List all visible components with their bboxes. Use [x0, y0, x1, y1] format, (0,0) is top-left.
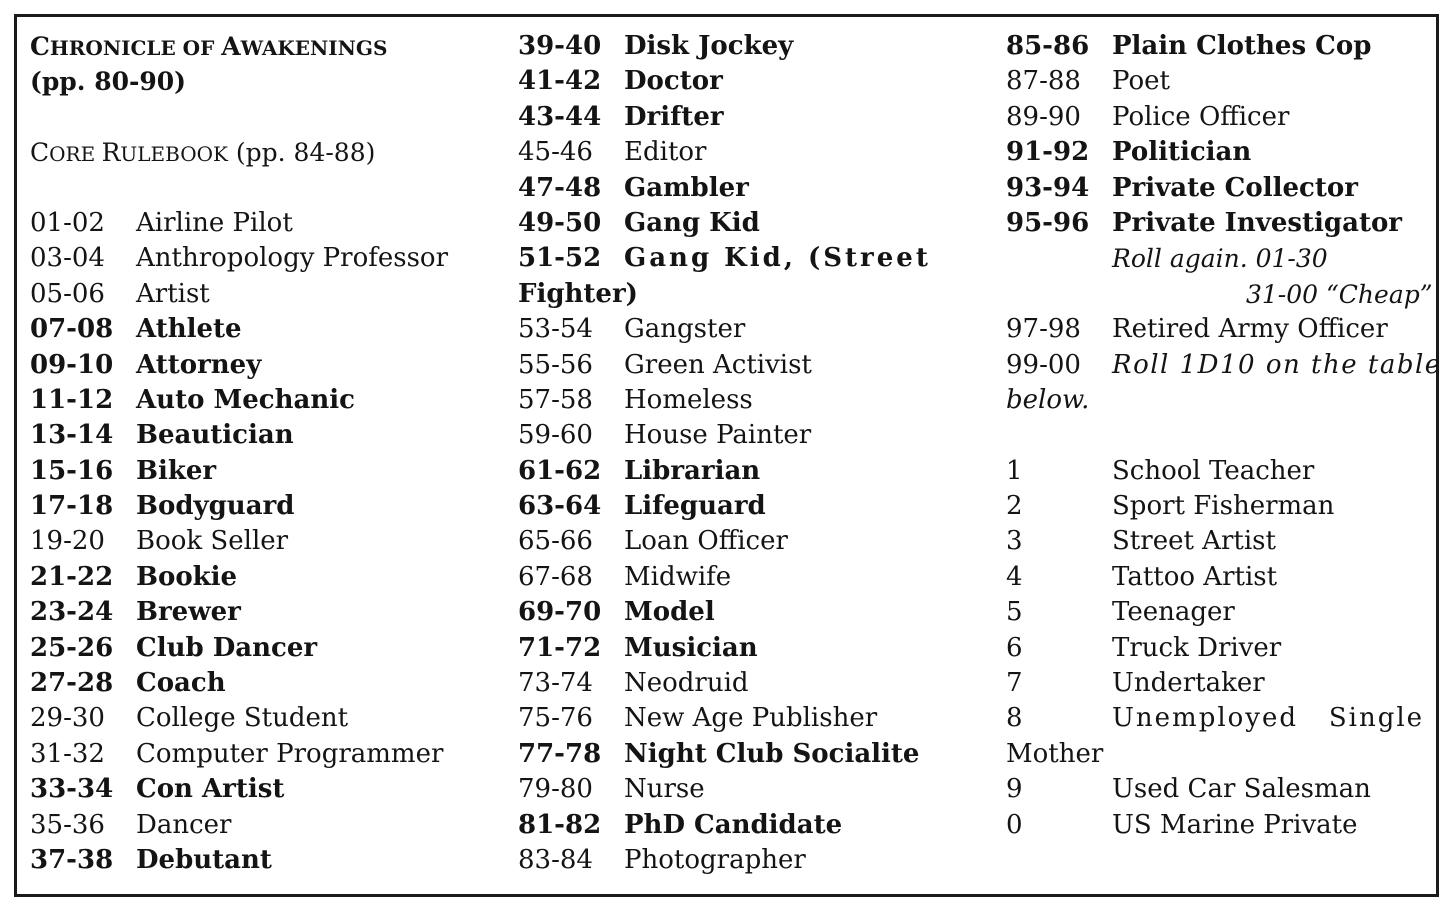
- roll-range: 2: [1006, 491, 1023, 522]
- table-row: [1006, 29, 1431, 64]
- occupation-label: Drifter: [624, 101, 724, 132]
- roll-range: 7: [1006, 668, 1023, 699]
- column-3: [1006, 29, 1442, 843]
- table-row-continued: [518, 277, 988, 312]
- roll-range: 51-52: [518, 243, 602, 274]
- table-row: [518, 595, 988, 630]
- occupation-label: College Student: [136, 703, 349, 734]
- occupation-label: Gambler: [624, 172, 749, 203]
- table-row: [518, 64, 988, 99]
- table-row: [30, 348, 500, 383]
- roll-range: 11-12: [30, 384, 114, 415]
- occupation-label: Night Club Socialite: [624, 738, 920, 769]
- occupation-label: Midwife: [624, 561, 732, 592]
- roll-range: 67-68: [518, 561, 593, 592]
- table-row: [518, 206, 988, 241]
- roll-range: 77-78: [518, 738, 602, 769]
- occupation-label: Disk Jockey: [624, 31, 794, 61]
- occupation-label: Athlete: [136, 314, 242, 345]
- table-row: [1006, 808, 1431, 843]
- page-title: CHRONICLE OF AWAKENINGS: [30, 32, 388, 61]
- occupation-label: Green Activist: [624, 349, 812, 380]
- occupation-label: Book Seller: [136, 526, 289, 557]
- table-row: [30, 560, 500, 595]
- roll-range: 47-48: [518, 172, 602, 203]
- table-row: [518, 348, 988, 383]
- roll-range: 15-16: [30, 455, 114, 486]
- roll-range: 97-98: [1006, 314, 1081, 345]
- occupation-label: Private Investigator: [1112, 207, 1402, 238]
- roll-range: 93-94: [1006, 172, 1090, 203]
- roll-range: 61-62: [518, 455, 602, 486]
- table-row: [1006, 348, 1442, 383]
- occupation-label: Gang Kid, (Street: [624, 243, 931, 274]
- table-row: [518, 100, 988, 135]
- occupation-label: Computer Programmer: [136, 738, 444, 769]
- table-row: [1006, 489, 1431, 524]
- roll-range: 89-90: [1006, 101, 1081, 132]
- roll-range: 09-10: [30, 349, 114, 380]
- occupation-label: Tattoo Artist: [1112, 561, 1278, 592]
- occupation-label: Dancer: [136, 809, 232, 840]
- roll-range: 55-56: [518, 349, 593, 380]
- table-row: [30, 843, 500, 878]
- d10-list-b: [1006, 772, 1431, 843]
- table-row: [518, 772, 988, 807]
- table-row: [30, 808, 500, 843]
- occupation-label: Club Dancer: [136, 632, 318, 663]
- roll-range: 23-24: [30, 597, 114, 628]
- table-row: [30, 631, 500, 666]
- roll-range: 25-26: [30, 632, 114, 663]
- table-row: [1006, 454, 1431, 489]
- column-1-list: [30, 206, 500, 878]
- table-row: [30, 454, 500, 489]
- table-row: [30, 524, 500, 559]
- roll-range: 75-76: [518, 703, 593, 734]
- occupation-label: Private Collector: [1112, 172, 1358, 203]
- roll-instruction: Roll 1D10 on the table: [1112, 349, 1442, 380]
- column-2-list-b: [518, 312, 988, 878]
- occupation-label: Bodyguard: [136, 491, 295, 522]
- roll-range: 03-04: [30, 243, 105, 274]
- roll-range: 37-38: [30, 844, 114, 875]
- roll-range: 79-80: [518, 774, 593, 805]
- table-row: [1006, 772, 1431, 807]
- table-row: [1006, 171, 1431, 206]
- table-row-continued: [1006, 383, 1431, 418]
- occupation-label: Brewer: [136, 597, 241, 628]
- roll-range: 05-06: [30, 278, 105, 309]
- roll-range: 35-36: [30, 809, 105, 840]
- occupation-label: Editor: [624, 137, 707, 168]
- occupation-label: Gang Kid: [624, 207, 760, 238]
- occupation-label: Teenager: [1112, 597, 1235, 628]
- table-row: [1006, 666, 1431, 701]
- table-row: [518, 312, 988, 347]
- roll-range: 41-42: [518, 66, 602, 97]
- roll-range: 01-02: [30, 207, 105, 238]
- table-row: [30, 489, 500, 524]
- table-row: [518, 737, 988, 772]
- roll-range: 3: [1006, 526, 1023, 557]
- table-row: [1006, 135, 1431, 170]
- table-row: [518, 631, 988, 666]
- occupation-label: Model: [624, 597, 715, 628]
- occupation-label: Bookie: [136, 561, 238, 592]
- table-row: [1006, 64, 1431, 99]
- roll-range: 33-34: [30, 774, 114, 805]
- roll-range: 63-64: [518, 491, 602, 522]
- roll-range: 13-14: [30, 420, 114, 451]
- occupation-label: Debutant: [136, 844, 272, 875]
- roll-range: 87-88: [1006, 66, 1081, 97]
- table-row: [518, 701, 988, 736]
- roll-range: 91-92: [1006, 137, 1090, 168]
- occupation-label: Politician: [1112, 137, 1252, 168]
- occupation-label: Street Artist: [1112, 526, 1276, 557]
- occupation-label: Sport Fisherman: [1112, 491, 1335, 522]
- table-row: [30, 737, 500, 772]
- table-row: [518, 843, 988, 878]
- table-row: [1006, 100, 1431, 135]
- occupation-label: Neodruid: [624, 668, 749, 699]
- roll-range: 99-00: [1006, 349, 1081, 380]
- occupation-label: Police Officer: [1112, 101, 1290, 132]
- roll-range: 59-60: [518, 420, 593, 451]
- occupation-label: Anthropology Professor: [136, 243, 449, 274]
- roll-range: 17-18: [30, 491, 114, 522]
- roll-range: 65-66: [518, 526, 593, 557]
- occupation-label: Gangster: [624, 314, 746, 345]
- table-row: [1006, 701, 1431, 736]
- roll-range: 27-28: [30, 668, 114, 699]
- roll-range: 49-50: [518, 207, 602, 238]
- table-row: [518, 524, 988, 559]
- table-row: [518, 29, 988, 64]
- table-row: [1006, 206, 1431, 241]
- table-row: [30, 312, 500, 347]
- roll-range: 95-96: [1006, 207, 1090, 238]
- roll-range: 0: [1006, 809, 1023, 840]
- table-row: [30, 418, 500, 453]
- column-3-list-a: [1006, 29, 1431, 241]
- occupation-label: Loan Officer: [624, 526, 788, 557]
- table-row: [518, 489, 988, 524]
- table-row: [1006, 524, 1431, 559]
- occupation-label: PhD Candidate: [624, 809, 843, 840]
- section-subtitle: CORE RULEBOOK (pp. 84-88): [30, 138, 376, 168]
- table-row: [1006, 631, 1431, 666]
- occupation-label-continued: Mother: [1006, 738, 1104, 769]
- table-row: [30, 206, 500, 241]
- occupation-label: Poet: [1112, 66, 1170, 97]
- table-row: [30, 277, 500, 312]
- roll-range: 31-32: [30, 738, 105, 769]
- cheap-note: 31-00 “Cheap”: [1246, 279, 1433, 309]
- occupation-label: Auto Mechanic: [136, 384, 355, 415]
- column-2-list-a: [518, 29, 988, 241]
- occupation-label: Artist: [136, 278, 210, 309]
- occupation-label: US Marine Private: [1112, 809, 1358, 840]
- occupation-label: Plain Clothes Cop: [1112, 31, 1372, 61]
- occupation-label: Con Artist: [136, 774, 285, 805]
- table-row: [518, 808, 988, 843]
- table-row: [518, 418, 988, 453]
- roll-range: 69-70: [518, 597, 602, 628]
- d10-list-a: [1006, 454, 1431, 702]
- occupation-label: Photographer: [624, 844, 806, 875]
- roll-range: 71-72: [518, 632, 602, 663]
- occupation-label: New Age Publisher: [624, 703, 878, 734]
- roll-range: 83-84: [518, 844, 593, 875]
- roll-number: 8: [1006, 703, 1023, 734]
- roll-range: 21-22: [30, 561, 114, 592]
- roll-range: 53-54: [518, 314, 593, 345]
- roll-range: 85-86: [1006, 31, 1090, 61]
- occupation-label: Lifeguard: [624, 491, 766, 522]
- table-row: [30, 772, 500, 807]
- roll-instruction-continued: below.: [1006, 384, 1090, 415]
- occupation-label: House Painter: [624, 420, 812, 451]
- occupation-label: School Teacher: [1112, 455, 1315, 486]
- table-row: [30, 595, 500, 630]
- occupation-label: Homeless: [624, 384, 753, 415]
- roll-range: 9: [1006, 774, 1023, 805]
- roll-range: 4: [1006, 561, 1023, 592]
- occupation-label: Musician: [624, 632, 758, 663]
- table-row: [518, 666, 988, 701]
- occupation-label: Beautician: [136, 420, 294, 451]
- occupation-label: Biker: [136, 455, 217, 486]
- roll-again-note: Roll again. 01-30: [1112, 244, 1328, 274]
- column-2: [518, 29, 988, 878]
- roll-range: 81-82: [518, 809, 602, 840]
- roll-range: 43-44: [518, 101, 602, 132]
- table-row: [518, 135, 988, 170]
- occupation-label: Retired Army Officer: [1112, 314, 1388, 345]
- roll-range: 19-20: [30, 526, 105, 557]
- occupation-label: Truck Driver: [1112, 632, 1282, 663]
- table-row: [30, 666, 500, 701]
- roll-range: 45-46: [518, 137, 593, 168]
- table-row: [30, 383, 500, 418]
- occupation-label: Used Car Salesman: [1112, 774, 1371, 805]
- page-reference: (pp. 80-90): [30, 67, 186, 97]
- table-row-continued: [1006, 737, 1431, 772]
- occupation-label: Attorney: [136, 349, 262, 380]
- occupation-label: Nurse: [624, 774, 705, 805]
- occupation-label-continued: Fighter): [518, 278, 638, 309]
- table-row: [1006, 595, 1431, 630]
- table-row: [518, 560, 988, 595]
- roll-range: 07-08: [30, 314, 114, 345]
- column-1: [30, 29, 500, 878]
- occupation-label: Librarian: [624, 455, 761, 486]
- roll-range: 57-58: [518, 384, 593, 415]
- table-row: [518, 454, 988, 489]
- roll-range: 39-40: [518, 31, 602, 61]
- table-row: [518, 171, 988, 206]
- table-row: [1006, 560, 1431, 595]
- roll-range: 1: [1006, 455, 1023, 486]
- occupation-label: Undertaker: [1112, 668, 1265, 699]
- table-row: [1006, 312, 1431, 347]
- table-row: [30, 701, 500, 736]
- occupation-label: Airline Pilot: [136, 207, 293, 238]
- table-row: [30, 241, 500, 276]
- roll-range: 6: [1006, 632, 1023, 663]
- table-row: [518, 383, 988, 418]
- table-row: [518, 241, 988, 276]
- occupation-label: Doctor: [624, 66, 723, 97]
- occupation-label: Coach: [136, 668, 226, 699]
- roll-range: 73-74: [518, 668, 593, 699]
- occupation-label: Unemployed Single: [1112, 703, 1425, 734]
- roll-range: 5: [1006, 597, 1023, 628]
- roll-range: 29-30: [30, 703, 105, 734]
